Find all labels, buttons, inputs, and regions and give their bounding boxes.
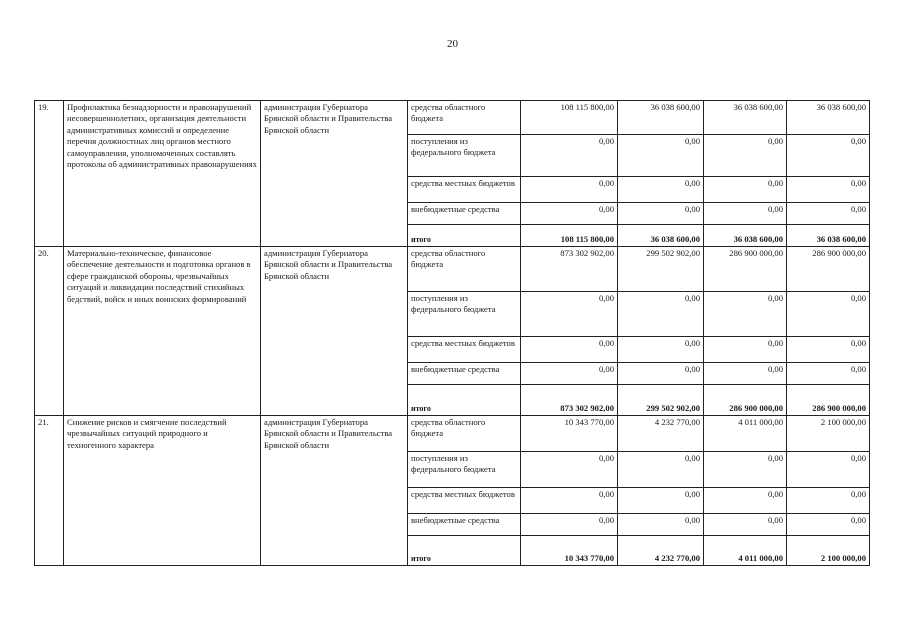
- amount-cell: 0,00: [787, 177, 870, 203]
- amount-cell: 0,00: [787, 292, 870, 337]
- amount-cell: 299 502 902,00: [618, 385, 704, 416]
- executor: администрация Губернатора Брянской области и Правительства Брянской области: [261, 247, 408, 416]
- amount-cell: 0,00: [521, 292, 618, 337]
- row-number: 21.: [35, 416, 64, 566]
- funding-source: поступления из федерального бюджета: [408, 292, 521, 337]
- amount-cell: 0,00: [704, 452, 787, 488]
- amount-cell: 0,00: [704, 135, 787, 177]
- amount-cell: 286 900 000,00: [704, 385, 787, 416]
- budget-table-body: [35, 101, 870, 566]
- amount-cell: 0,00: [521, 135, 618, 177]
- amount-cell: 36 038 600,00: [618, 225, 704, 247]
- amount-cell: 0,00: [618, 292, 704, 337]
- amount-cell: 0,00: [787, 514, 870, 536]
- amount-cell: 0,00: [704, 337, 787, 363]
- amount-cell: 0,00: [704, 363, 787, 385]
- amount-cell: 0,00: [521, 488, 618, 514]
- amount-cell: 4 232 770,00: [618, 536, 704, 566]
- table-row: [35, 101, 870, 135]
- funding-source: поступления из федерального бюджета: [408, 452, 521, 488]
- amount-cell: 0,00: [521, 452, 618, 488]
- amount-cell: 0,00: [521, 514, 618, 536]
- funding-source: средства местных бюджетов: [408, 337, 521, 363]
- row-number: 19.: [35, 101, 64, 247]
- funding-source: итого: [408, 225, 521, 247]
- executor: администрация Губернатора Брянской области и Правительства Брянской области: [261, 101, 408, 247]
- amount-cell: 0,00: [787, 337, 870, 363]
- funding-source: средства областного бюджета: [408, 101, 521, 135]
- executor: администрация Губернатора Брянской области и Правительства Брянской области: [261, 416, 408, 566]
- amount-cell: 10 343 770,00: [521, 416, 618, 452]
- amount-cell: 0,00: [704, 177, 787, 203]
- measure-name: Снижение рисков и смягчение последствий чрезвычайных ситуаций природного и техногенного характера: [64, 416, 261, 566]
- amount-cell: 0,00: [521, 337, 618, 363]
- measure-name: Профилактика безнадзорности и правонарушений несовершеннолетних, организация деятельности административных комиссий и определение перечня должностных лиц органов местного самоуправления, уполномоченных составлять протоколы об административных правонарушениях: [64, 101, 261, 247]
- amount-cell: 299 502 902,00: [618, 247, 704, 292]
- amount-cell: 0,00: [618, 488, 704, 514]
- amount-cell: 0,00: [618, 203, 704, 225]
- amount-cell: 2 100 000,00: [787, 536, 870, 566]
- funding-source: средства местных бюджетов: [408, 177, 521, 203]
- funding-source: итого: [408, 536, 521, 566]
- amount-cell: 873 302 902,00: [521, 247, 618, 292]
- amount-cell: 36 038 600,00: [618, 101, 704, 135]
- amount-cell: 0,00: [787, 488, 870, 514]
- amount-cell: 0,00: [704, 514, 787, 536]
- amount-cell: 0,00: [787, 452, 870, 488]
- funding-source: средства местных бюджетов: [408, 488, 521, 514]
- amount-cell: 4 232 770,00: [618, 416, 704, 452]
- amount-cell: 36 038 600,00: [704, 101, 787, 135]
- amount-cell: 4 011 000,00: [704, 416, 787, 452]
- row-number: 20.: [35, 247, 64, 416]
- amount-cell: 286 900 000,00: [704, 247, 787, 292]
- funding-source: средства областного бюджета: [408, 416, 521, 452]
- amount-cell: 286 900 000,00: [787, 385, 870, 416]
- amount-cell: 0,00: [704, 488, 787, 514]
- amount-cell: 0,00: [704, 203, 787, 225]
- amount-cell: 0,00: [521, 363, 618, 385]
- funding-source: поступления из федерального бюджета: [408, 135, 521, 177]
- amount-cell: 36 038 600,00: [787, 225, 870, 247]
- amount-cell: 0,00: [618, 177, 704, 203]
- amount-cell: 10 343 770,00: [521, 536, 618, 566]
- measure-name: Материально-техническое, финансовое обеспечение деятельности и подготовка органов в сфере гражданской обороны, чрезвычайных ситуаций и ликвидации последствий стихийных бедствий, войск и иных воинских формирований: [64, 247, 261, 416]
- amount-cell: 2 100 000,00: [787, 416, 870, 452]
- funding-source: итого: [408, 385, 521, 416]
- amount-cell: 286 900 000,00: [787, 247, 870, 292]
- amount-cell: 36 038 600,00: [787, 101, 870, 135]
- funding-source: внебюджетные средства: [408, 203, 521, 225]
- funding-source: средства областного бюджета: [408, 247, 521, 292]
- amount-cell: 0,00: [521, 203, 618, 225]
- amount-cell: 0,00: [618, 337, 704, 363]
- amount-cell: 0,00: [618, 514, 704, 536]
- amount-cell: 108 115 800,00: [521, 225, 618, 247]
- amount-cell: 0,00: [787, 135, 870, 177]
- amount-cell: 36 038 600,00: [704, 225, 787, 247]
- amount-cell: 873 302 902,00: [521, 385, 618, 416]
- table-row: [35, 416, 870, 452]
- amount-cell: 108 115 800,00: [521, 101, 618, 135]
- table-row: [35, 247, 870, 292]
- amount-cell: 0,00: [618, 135, 704, 177]
- page-number: 20: [447, 38, 458, 50]
- amount-cell: 0,00: [618, 363, 704, 385]
- funding-source: внебюджетные средства: [408, 363, 521, 385]
- amount-cell: 0,00: [704, 292, 787, 337]
- amount-cell: 0,00: [787, 203, 870, 225]
- budget-table: [34, 100, 870, 566]
- amount-cell: 0,00: [521, 177, 618, 203]
- amount-cell: 0,00: [787, 363, 870, 385]
- amount-cell: 4 011 000,00: [704, 536, 787, 566]
- amount-cell: 0,00: [618, 452, 704, 488]
- funding-source: внебюджетные средства: [408, 514, 521, 536]
